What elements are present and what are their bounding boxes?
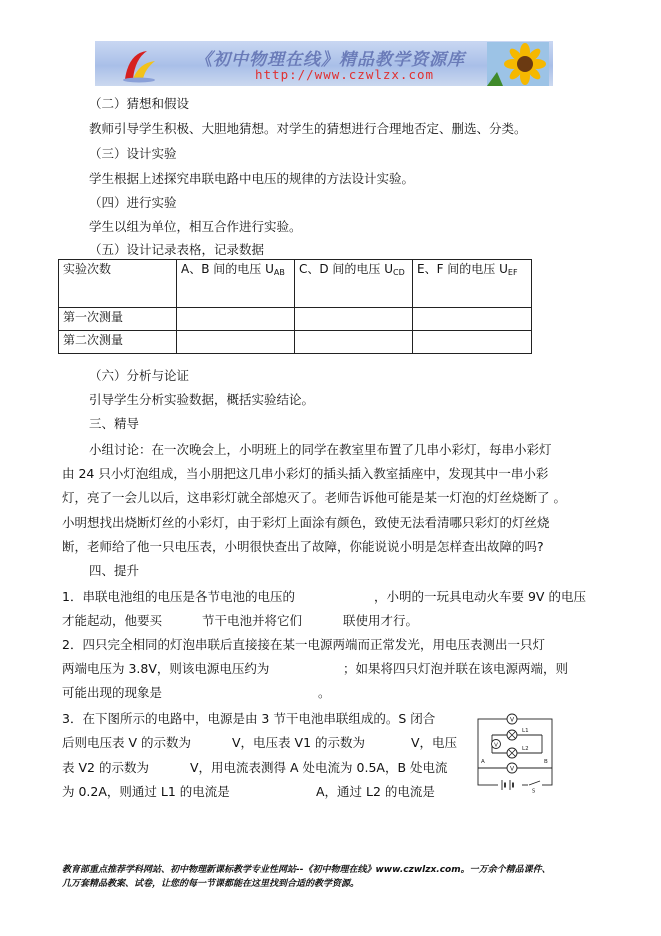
- voltmeter-v-icon: [507, 714, 517, 724]
- paragraph-experiment: 学生以组为单位，相互合作进行实验。: [89, 219, 302, 234]
- table-cell[interactable]: [295, 331, 413, 354]
- question-3-part-b: V，电压表 V1 的示数为: [232, 735, 366, 750]
- section-heading-analysis: （六）分析与论证: [89, 368, 190, 383]
- table-cell[interactable]: [295, 308, 413, 331]
- question-3-part-a: 后则电压表 V 的示数为: [62, 735, 191, 750]
- question-1-part-e: 联使用才行。: [343, 613, 419, 628]
- question-2-part-a: 两端电压为 3.8V，则该电源电压约为: [62, 661, 270, 676]
- question-1-part-d: 节干电池并将它们: [202, 613, 303, 628]
- section-heading-record: （五）设计记录表格，记录数据: [89, 242, 265, 257]
- footer-line-1: 教育部重点推荐学科网站、初中物理新课标教学专业性网站--《初中物理在线》www.czwlzx.com。一万余个精品课件、: [62, 865, 551, 875]
- question-3-part-f: 为 0.2A，则通过 L1 的电流是: [62, 784, 230, 799]
- banner-title: 《初中物理在线》精品教学资源库: [195, 50, 465, 70]
- paragraph-analysis: 引导学生分析实验数据，概括实验结论。: [89, 392, 315, 407]
- question-2-line-1: 2．四只完全相同的灯泡串联后直接接在某一电源两端而正常发光，用电压表测出一只灯: [62, 637, 545, 652]
- section-heading-design: （三）设计实验: [89, 146, 177, 161]
- question-1-part-c: 才能起动，他要买: [62, 613, 163, 628]
- question-1-part-b: ，小明的一玩具电动火车要 9V 的电压: [374, 589, 586, 604]
- header-banner: [95, 41, 553, 86]
- table-header-cell: A、B 间的电压 $U_{AB}$: [177, 260, 295, 308]
- svg-text:A: A: [481, 759, 485, 765]
- table-row: [59, 331, 532, 354]
- question-3-part-g: A，通过 L2 的电流是: [316, 784, 435, 799]
- question-2-part-c: 可能出现的现象是: [62, 685, 163, 700]
- table-row-label: 第一次测量: [59, 308, 177, 331]
- page-footer: [62, 863, 622, 891]
- paragraph-discussion-4: 小明想找出烧断灯丝的小彩灯，由于彩灯上面涂有颜色，致使无法看清哪只彩灯的灯丝烧: [62, 515, 550, 530]
- section-heading-advance: 四、提升: [89, 563, 140, 578]
- sunflower-icon: [487, 42, 549, 86]
- table-cell[interactable]: [177, 308, 295, 331]
- svg-text:B: B: [544, 759, 548, 765]
- table-cell[interactable]: [413, 308, 532, 331]
- lamp-l2-icon: [507, 746, 529, 758]
- battery-icon: [498, 780, 522, 790]
- circuit-diagram: [472, 713, 557, 793]
- record-table: [58, 259, 532, 354]
- switch-icon: [528, 781, 542, 793]
- paragraph-discussion-5: 断，老师给了他一只电压表，小明很快查出了故障，你能说说小明是怎样查出故障的吗?: [62, 539, 544, 554]
- table-row-label: 第二次测量: [59, 331, 177, 354]
- table-cell[interactable]: [413, 331, 532, 354]
- svg-text:S: S: [532, 788, 536, 793]
- question-3-line-1: 3．在下图所示的电路中，电源是由 3 节干电池串联组成的。S 闭合: [62, 711, 436, 726]
- voltmeter-v2-icon: [507, 763, 517, 773]
- table-row: [59, 308, 532, 331]
- banner-url[interactable]: http://www.czwlzx.com: [255, 67, 435, 82]
- svg-text:L2: L2: [522, 746, 529, 752]
- section-heading-guidance: 三、精导: [89, 416, 140, 431]
- svg-text:V: V: [509, 765, 515, 773]
- paragraph-design: 学生根据上述探究串联电路中电压的规律的方法设计实验。: [89, 171, 415, 186]
- table-header-cell: 实验次数: [59, 260, 177, 308]
- site-logo-icon: [119, 45, 159, 83]
- table-header-cell: C、D 间的电压 $U_{CD}$: [295, 260, 413, 308]
- section-heading-hypothesis: （二）猜想和假设: [89, 96, 190, 111]
- question-3-part-c: V，电压: [411, 735, 458, 750]
- svg-text:L1: L1: [522, 728, 529, 734]
- section-heading-experiment: （四）进行实验: [89, 195, 177, 210]
- svg-text:V: V: [509, 716, 515, 724]
- voltmeter-v1-icon: [492, 740, 501, 749]
- lamp-l1-icon: [507, 728, 529, 740]
- paragraph-hypothesis: 教师引导学生积极、大胆地猜想。对学生的猜想进行合理地否定、删选、分类。: [89, 121, 527, 136]
- footer-line-2: 几万套精品教案、试卷，让您的每一节课都能在这里找到合适的教学资源。: [62, 879, 360, 889]
- paragraph-discussion-3: 灯，亮了一会儿以后，这串彩灯就全部熄灭了。老师告诉他可能是某一灯泡的灯丝烧断了 。: [62, 490, 566, 505]
- table-header-cell: E、F 间的电压 $U_{EF}$: [413, 260, 532, 308]
- table-header-row: [59, 260, 532, 308]
- question-2-part-d: 。: [318, 685, 331, 700]
- question-1-part-a: 1．串联电池组的电压是各节电池的电压的: [62, 589, 295, 604]
- question-3-part-e: V，用电流表测得 A 处电流为 0.5A，B 处电流: [190, 760, 448, 775]
- svg-text:V: V: [494, 742, 498, 749]
- question-3-part-d: 表 V2 的示数为: [62, 760, 149, 775]
- paragraph-discussion-1: 小组讨论：在一次晚会上，小明班上的同学在教室里布置了几串小彩灯，每串小彩灯: [89, 442, 552, 457]
- table-cell[interactable]: [177, 331, 295, 354]
- question-2-part-b: ；如果将四只灯泡并联在该电源两端，则: [343, 661, 569, 676]
- paragraph-discussion-2: 由 24 只小灯泡组成，当小朋把这几串小彩灯的插头插入教室插座中，发现其中一串小彩: [62, 466, 549, 481]
